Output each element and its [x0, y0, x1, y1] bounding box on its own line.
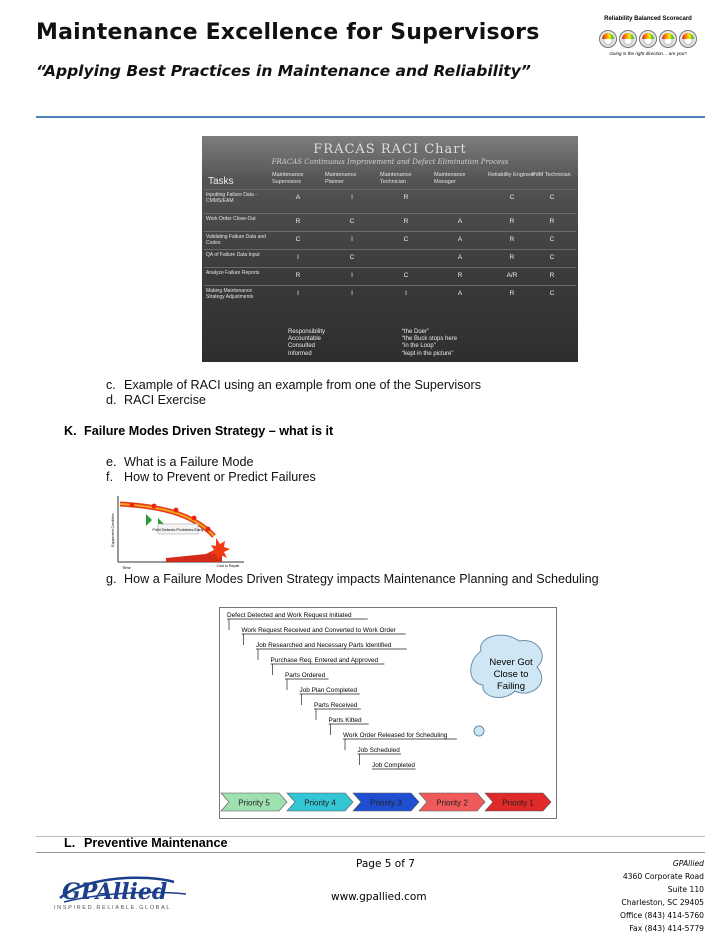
pf-point [206, 527, 211, 532]
priority-label: Priority 1 [502, 798, 534, 808]
footer-rule [36, 852, 705, 853]
pf-point [152, 504, 157, 509]
page-subtitle: “Applying Best Practices in Maintenance and Reliability” [36, 62, 531, 80]
callout-line: Close to [493, 669, 529, 680]
pf-end-label: Cost to Repair [216, 564, 240, 568]
raci-task-label: Work Order Close-Out [206, 216, 256, 222]
raci-column-header: Maintenance Technician [380, 172, 412, 186]
logo-tagline: INSPIRED.RELIABLE.GLOBAL [54, 905, 172, 911]
gpallied-logo [46, 872, 196, 914]
flow-step-label: Parts Received [314, 702, 358, 709]
raci-task-label: Validating Failure Data and Codes [206, 234, 266, 246]
raci-cell: A [457, 254, 463, 261]
raci-cell: A [457, 236, 463, 243]
priority-label: Priority 2 [436, 798, 468, 808]
raci-cell: R [509, 218, 515, 225]
raci-column-header: Maintenance Supervisors [272, 172, 304, 186]
planning-flow-diagram [219, 607, 557, 819]
website-link[interactable]: www.gpallied.com [331, 891, 427, 903]
raci-row-divider [204, 213, 576, 214]
pf-callout: PdM Detects Problems Early [152, 527, 204, 532]
raci-chart [202, 136, 578, 362]
raci-legend-meanings: “the Doer” “the Buck stops here “in the Loop” “kept in the picture” [402, 329, 458, 357]
flow-step-label: Work Order Released for Scheduling [343, 732, 448, 739]
raci-cell: C [403, 236, 409, 243]
raci-cell: A/R [506, 272, 518, 279]
priority-label: Priority 4 [304, 798, 336, 808]
raci-cell: C [549, 236, 555, 243]
pf-point [174, 508, 179, 513]
company-address: GPAllied 4360 Corporate Road Suite 110 Charleston, SC 29405 Office (843) 414-5760 Fax (843) 414-5779 [620, 859, 704, 933]
callout-line: Never Got [489, 657, 533, 668]
flow-step-label: Job Researched and Necessary Parts Identified [256, 642, 392, 649]
raci-cell: R [549, 272, 555, 279]
callout-line: Failing [497, 681, 525, 692]
raci-cell: A [457, 218, 463, 225]
section-heading-l: L. Preventive Maintenance [64, 836, 228, 850]
priority-label: Priority 3 [370, 798, 402, 808]
raci-cell: I [351, 272, 353, 279]
raci-cell: I [351, 236, 353, 243]
raci-cell: I [297, 290, 299, 297]
raci-cell: R [403, 194, 409, 201]
raci-chart-title: FRACAS RACI Chart [313, 142, 467, 157]
raci-row-divider [204, 249, 576, 250]
raci-cell: R [509, 290, 515, 297]
flow-step-label: Defect Detected and Work Request Initiated [227, 612, 352, 619]
tasks-header: Tasks [208, 176, 234, 187]
raci-cell: C [509, 194, 515, 201]
section-heading-k: K. Failure Modes Driven Strategy – what is it [64, 424, 334, 438]
raci-cell: R [295, 218, 301, 225]
page-number: Page 5 of 7 [356, 858, 415, 870]
list-item: d. RACI Exercise [106, 393, 206, 407]
gauge-icon [659, 30, 677, 48]
list-item: e. What is a Failure Mode [106, 455, 254, 469]
raci-row-divider [204, 231, 576, 232]
flow-step-label: Parts Ordered [285, 672, 326, 679]
raci-cell: R [509, 236, 515, 243]
pf-point [130, 503, 135, 508]
raci-task-label: Making Maintenance Strategy Adjustments [206, 288, 254, 300]
raci-cell: R [549, 218, 555, 225]
raci-cell: C [549, 290, 555, 297]
list-item: g. How a Failure Modes Driven Strategy impacts Maintenance Planning and Scheduling [106, 572, 599, 586]
pf-xlabel: Time [122, 565, 131, 570]
raci-column-header: Maintenance Manager [434, 172, 466, 186]
raci-row-divider [204, 267, 576, 268]
raci-cell: C [403, 272, 409, 279]
flow-step-label: Job Scheduled [357, 747, 400, 754]
raci-cell: R [457, 272, 463, 279]
raci-cell: C [549, 194, 555, 201]
raci-cell: C [549, 254, 555, 261]
raci-column-header: Maintenance Planner [325, 172, 357, 186]
flow-step-label: Work Request Received and Converted to Work Order [241, 627, 396, 634]
list-item: f. How to Prevent or Predict Failures [106, 470, 316, 484]
raci-cell: A [457, 290, 463, 297]
raci-column-header: Reliability Engineer [488, 172, 536, 178]
scorecard-graphic [592, 16, 704, 96]
logo-icon [46, 872, 196, 906]
scorecard-tagline: Going in the right direction… are you? [609, 51, 687, 56]
raci-legend-terms: Responsibility Accountable Consulted Informed [288, 329, 326, 357]
flow-step-label: Job Plan Completed [299, 687, 358, 694]
scorecard-title: Reliability Balanced Scorecard [604, 16, 692, 22]
svg-text:GPAllied: GPAllied [62, 879, 168, 905]
flow-step-label: Purchase Req. Entered and Approved [270, 657, 379, 664]
raci-cell: C [349, 218, 355, 225]
header-rule [36, 116, 705, 118]
raci-row-divider [204, 189, 576, 190]
page-title: Maintenance Excellence for Supervisors [36, 20, 540, 45]
raci-cell: I [297, 254, 299, 261]
gauge-icon [679, 30, 697, 48]
raci-cell: R [509, 254, 515, 261]
raci-row-divider [204, 285, 576, 286]
raci-cell: R [403, 218, 409, 225]
raci-cell: A [295, 194, 301, 201]
gauge-icon [619, 30, 637, 48]
raci-column-header: PdM Technician [532, 172, 571, 178]
flow-step-label: Parts Kitted [328, 717, 362, 724]
list-item: c. Example of RACI using an example from one of the Supervisors [106, 378, 481, 392]
raci-task-label: QA of Failure Data Input [206, 252, 260, 258]
gauge-row [592, 30, 704, 48]
raci-cell: C [349, 254, 355, 261]
gauge-icon [639, 30, 657, 48]
pf-ylabel: Equipment Condition [111, 513, 115, 547]
raci-cell: I [351, 194, 353, 201]
raci-task-label: Analyze Failure Reports [206, 270, 260, 276]
flow-step-label: Job Completed [372, 762, 415, 769]
raci-cell: I [351, 290, 353, 297]
gauge-icon [599, 30, 617, 48]
raci-cell: C [295, 236, 301, 243]
raci-task-label: Inputting Failure Data - CMMS/EAM [206, 192, 257, 204]
raci-chart-subtitle: FRACAS Continuous Improvement and Defect Elimination Process [271, 158, 509, 166]
raci-cell: I [405, 290, 407, 297]
raci-cell: R [295, 272, 301, 279]
priority-label: Priority 5 [238, 798, 270, 808]
pf-point [192, 516, 197, 521]
pf-curve-figure [96, 494, 246, 570]
